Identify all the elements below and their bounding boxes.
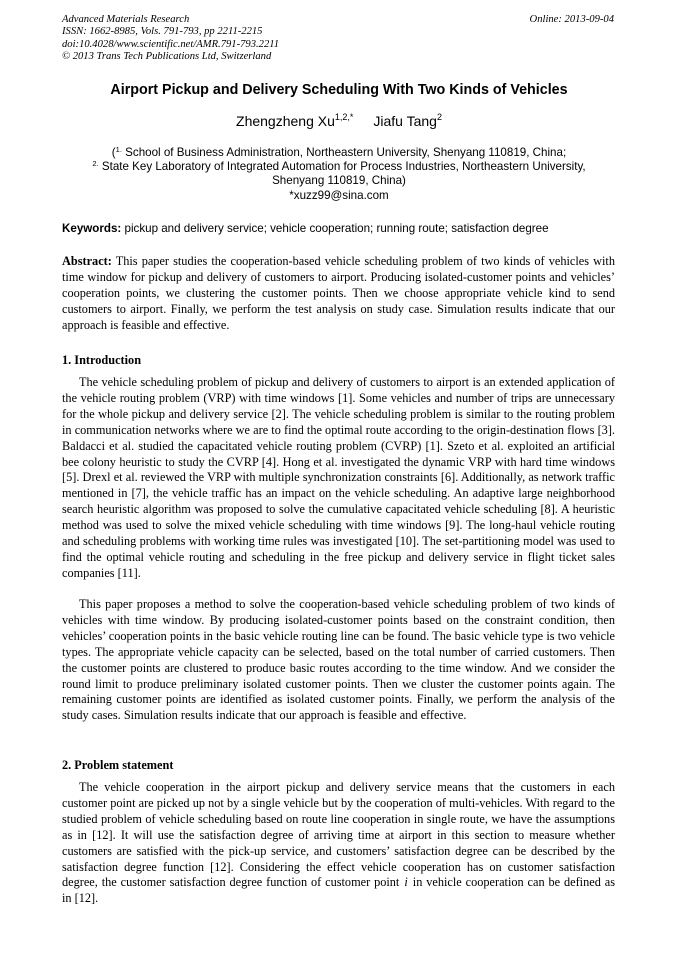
journal-header <box>62 14 279 64</box>
author-2-marker: 2 <box>436 112 442 122</box>
affiliation-3: Shenyang 110819, China) <box>272 174 406 187</box>
affiliation-2-text: State Key Laboratory of Integrated Automation for Process Industries, Northeastern University, <box>98 160 586 173</box>
issn-line: ISSN: 1662-8985, Vols. 791-793, pp 2211-2215 <box>62 26 263 38</box>
keywords-text: pickup and delivery service; vehicle cooperation; running route; satisfaction degree <box>121 222 549 235</box>
abstract-text: This paper studies the cooperation-based vehicle scheduling problem of two kinds of vehicles with time window for pickup and delivery of customers to airport. Producing isolated-customer points and vehicles’ cooperation points, we clustering the customer points. Then we choose appropriate vehicle kind to send customers to airport. Finally, we perform the test analysis on study case. Simulation results indicate that our approach is feasible and effective. <box>62 254 615 332</box>
affiliation-2 <box>40 160 638 174</box>
online-date: Online: 2013-09-04 <box>529 14 614 25</box>
problem-paragraph-1 <box>62 780 615 907</box>
problem-text-start: The vehicle cooperation in the airport pickup and delivery service means that the customers in each customer point are picked up not by a single vehicle but by the cooperation of multi-vehicles. With regard to the studied problem of vehicle scheduling based on route line cooperation in single route, we have the assumptions as in [12]. It will use the satisfaction degree of arriving time at airport in this section to measure whether customers are satisfied with the pick-up service, and customers’ satisfaction degree can be described by the satisfaction degree function [12]. Considering the effect vehicle cooperation has on customer satisfaction degree, the customer satisfaction degree function of customer point <box>62 780 615 890</box>
paper-title: Airport Pickup and Delivery Scheduling With Two Kinds of Vehicles <box>110 82 568 98</box>
author-1-marker: 1,2,* <box>334 112 354 122</box>
affiliation-2-marker: 2. <box>92 159 99 168</box>
author-2: Jiafu Tang <box>373 113 437 129</box>
problem-text-end: in vehicle cooperation can be defined as in [12]. <box>62 875 615 906</box>
affiliation-1 <box>40 146 638 160</box>
author-1: Zhengzheng Xu <box>236 113 335 129</box>
section-1-heading: 1. Introduction <box>62 353 142 367</box>
variable-i: i <box>404 875 408 890</box>
keywords <box>62 222 549 236</box>
intro-paragraph-1: The vehicle scheduling problem of pickup and delivery of customers to airport is an extended application of the vehicle routing problem (VRP) with time windows [1]. Some vehicles and number of trips are unnecessary for the whole pickup and delivery service [2]. The vehicle scheduling problem is similar to the routing problem in communication networks where we are to find the optimal route according to the origin-destination flows [3]. Baldacci et al. studied the capacitated vehicle routing problem (CVRP) [1]. Szeto et al. exploited an artificial bee colony heuristic to study the CVRP [4]. Hong et al. investigated the dynamic VRP with hard time windows [5]. Drexl et al. reviewed the VRP with multiple synchronization constraints [6]. Additionally, as network traffic mentioned in [7], the vehicle traffic has an impact on the vehicle scheduling. An adaptive large neighborhood search heuristic algorithm was proposed to solve the cumulative capacitated vehicle scheduling [8]. A heuristic method was used to solve the mixed vehicle scheduling with time windows [9]. The long-haul vehicle routing and scheduling problems with working time rules was investigated [10]. The set-partitioning model was used to find the optimal vehicle routing and scheduling in the free pickup and delivery service in flight ticket sales companies [11]. <box>62 375 615 580</box>
intro-paragraph-2: This paper proposes a method to solve the cooperation-based vehicle scheduling problem of two kinds of vehicles with time window. By producing isolated-customer points based on the constraint condition, then vehicles’ cooperation points in the basic vehicle routing line can be found. The basic vehicle type is two vehicle types. The appropriate vehicle capacity can be selected, based on the total number of carried customers. Then the customer points are clustered to produce basic routes according to the time window. And we consider the round limit to produce preliminary isolated customer points. Then we cluster the customer points again. The remaining customer points are identified as isolated customer points. Finally, we perform the analysis of the study cases. Simulation results indicate that our approach is feasible and effective. <box>62 597 615 723</box>
keywords-label: Keywords: <box>62 222 122 235</box>
section-2-heading: 2. Problem statement <box>62 758 174 772</box>
affiliation-1-text: School of Business Administration, Northeastern University, Shenyang 110819, China; <box>121 146 567 159</box>
author-email: *xuzz99@sina.com <box>289 189 389 202</box>
journal-name: Advanced Materials Research <box>62 14 190 25</box>
affiliation-open-paren: ( <box>111 146 116 159</box>
author-line <box>40 111 638 131</box>
abstract-label: Abstract: <box>62 254 112 268</box>
copyright-line: © 2013 Trans Tech Publications Ltd, Switzerland <box>62 51 272 63</box>
doi-line: doi:10.4028/www.scientific.net/AMR.791-793.2211 <box>62 38 280 50</box>
affiliation-1-marker: 1. <box>115 145 122 154</box>
abstract <box>62 254 615 334</box>
